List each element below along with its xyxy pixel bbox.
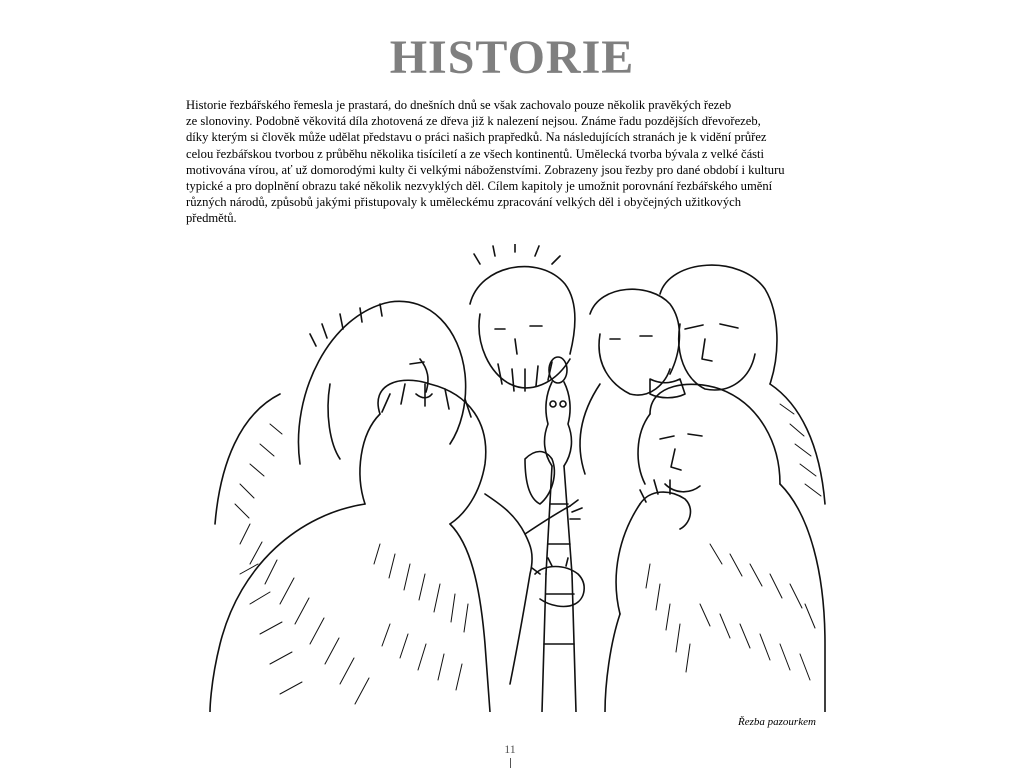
paragraph-line: motivována vírou, ať už domorodými kulty či velkými náboženstvími. Zobrazeny jsou řezby pro dané období i kulturu [186,162,785,177]
figure-right-back [580,289,679,474]
fur-texture [235,404,821,704]
figure-front-left-carver [210,380,582,712]
page-number: 11 [504,742,516,756]
paragraph-line: ze slonoviny. Podobně věkovitá díla zhotovená ze dřeva již k nalezení nejsou. Známe řadu pozdějších dřevořezeb, [186,114,761,129]
illustration-drawing [180,244,830,712]
figure-left-back [215,301,466,524]
intro-paragraph [186,97,846,227]
page-title: HISTORIE [389,31,635,84]
foreground-hand [532,558,584,606]
figure-center-back [470,244,575,391]
paragraph-line: různých národů, způsobů jakými přistupovaly k uměleckému zpracování velkých děl i obyčejných užitkových [186,195,742,210]
paragraph-line: předmětů. [186,211,237,226]
paragraph-line: celou řezbářskou tvorbou z průběhu několika tisíciletí a ze všech kontinentů. Umělecká tvorba bývala z velké části [186,146,765,161]
page-number-tick [510,758,511,768]
paragraph-line: Historie řezbářského řemesla je prastará, do dnešních dnů se však zachovalo pouze několik pravěkých řezeb [186,98,732,112]
paragraph-line: díky kterým si člověk může udělat představu o práci našich prapředků. Na následujících stranách je k vidění průřez [186,130,767,145]
illustration-caption: Řezba pazourkem [738,716,816,728]
figure-front-right-thinker [605,384,825,712]
carved-figurine [542,357,576,712]
paragraph-line: typické a pro doplnění obrazu také několik nezvyklých děl. Cílem kapitoly je umožnit porovnání řezbářského umění [186,179,773,194]
illustration-cavemen-carving [180,244,830,712]
